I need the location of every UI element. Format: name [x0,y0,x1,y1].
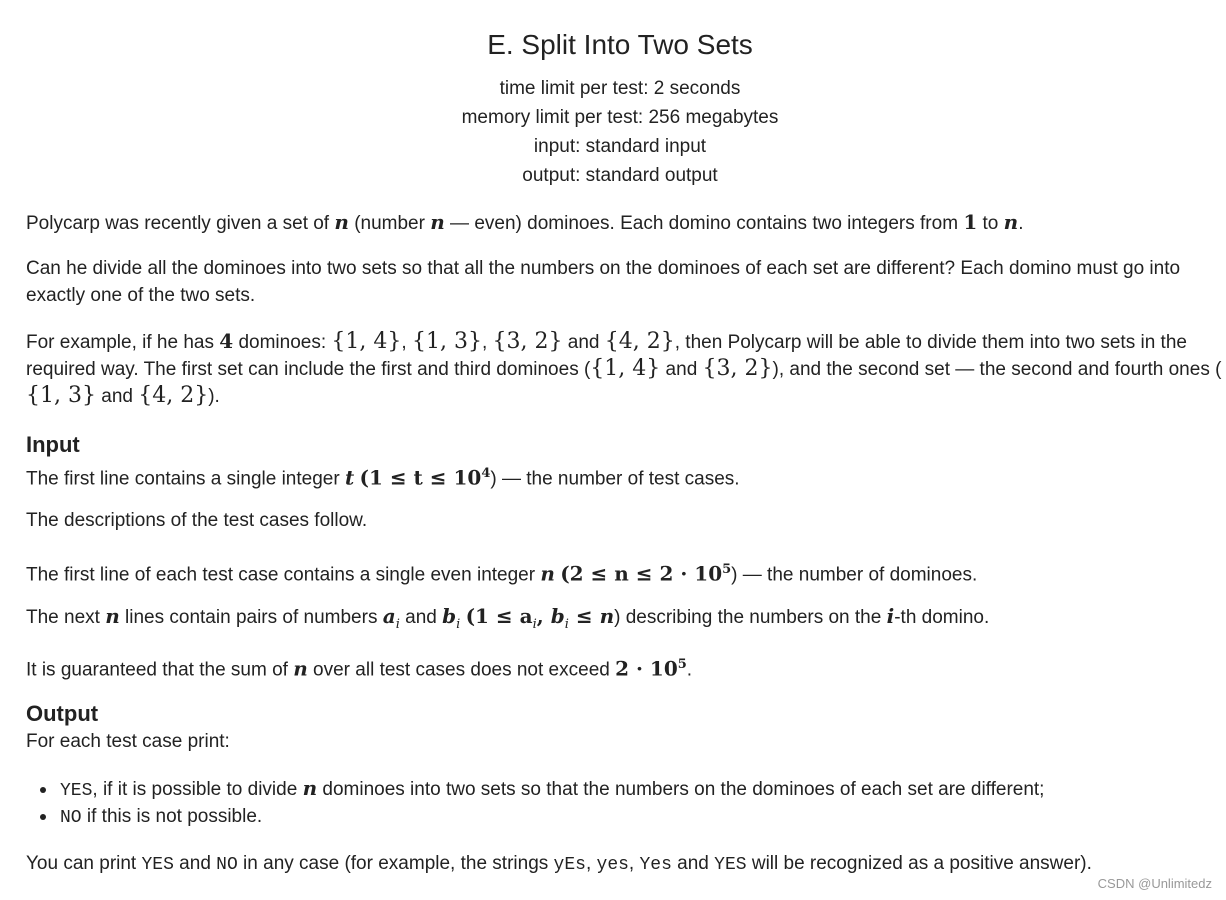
output-bullet-yes: YES, if it is possible to divide n dominoes into two sets so that the numbers on the dominoes of each set are different; [40,775,1044,804]
statement-paragraph-3a: For example, if he has 4 dominoes: {1, 4}, {1, 3}, {3, 2} and {4, 2}, then Polycarp will be able to divide them into two sets in the [26,329,1187,354]
problem-title: E. Split Into Two Sets [487,29,753,60]
output-spec: output: standard output [522,165,718,186]
output-heading: Output [26,701,99,726]
input-line-5: It is guaranteed that the sum of n over all test cases does not exceed $2 \cdot 10^5$. [26,656,693,681]
bullet-dot [40,787,46,793]
csdn-watermark: CSDN @Unlimitedz [1097,876,1212,891]
output-last-line: You can print YES and NO in any case (for example, the strings yEs, yes, Yes and YES will be recognized as a positive answer). [26,853,1092,875]
input-line-4: The next n lines contain pairs of numbers $a_i$ and $b_i$ ($1 \le a_i$, $b_i \le n$) describing the numbers on the i-th domino. [26,604,990,632]
statement-paragraph-3c: {1, 3} and {4, 2}). [26,383,220,408]
output-line-1: For each test case print: [26,731,230,752]
bullet-dot [40,814,46,820]
input-line-1: The first line contains a single integer t $(1 \le t \le 10^4)$ — the number of test cases. [26,465,740,490]
memory-limit: memory limit per test: 256 megabytes [461,107,779,128]
input-line-2: The descriptions of the test cases follow. [26,510,368,531]
input-line-3: The first line of each test case contains a single even integer n $(2 \le n \le 2 \cdot 10^5)$ — the number of dominoes. [26,561,978,586]
statement-paragraph-3b: required way. The first set can include the first and third dominoes ({1, 4} and {3, 2}), and the second set — the second and fourth ones ( [26,356,1222,381]
statement-paragraph-2b: exactly one of the two sets. [26,285,256,306]
statement-paragraph-1: Polycarp was recently given a set of n (number n — even) dominoes. Each domino contains two integers from 1 to n. [26,210,1024,234]
output-bullet-no: NO if this is not possible. [40,804,262,831]
input-heading: Input [26,432,80,457]
input-spec: input: standard input [533,136,707,157]
statement-paragraph-2a: Can he divide all the dominoes into two sets so that all the numbers on the dominoes of each set are different? Each domino must go into [26,258,1181,279]
time-limit: time limit per test: 2 seconds [499,78,741,99]
